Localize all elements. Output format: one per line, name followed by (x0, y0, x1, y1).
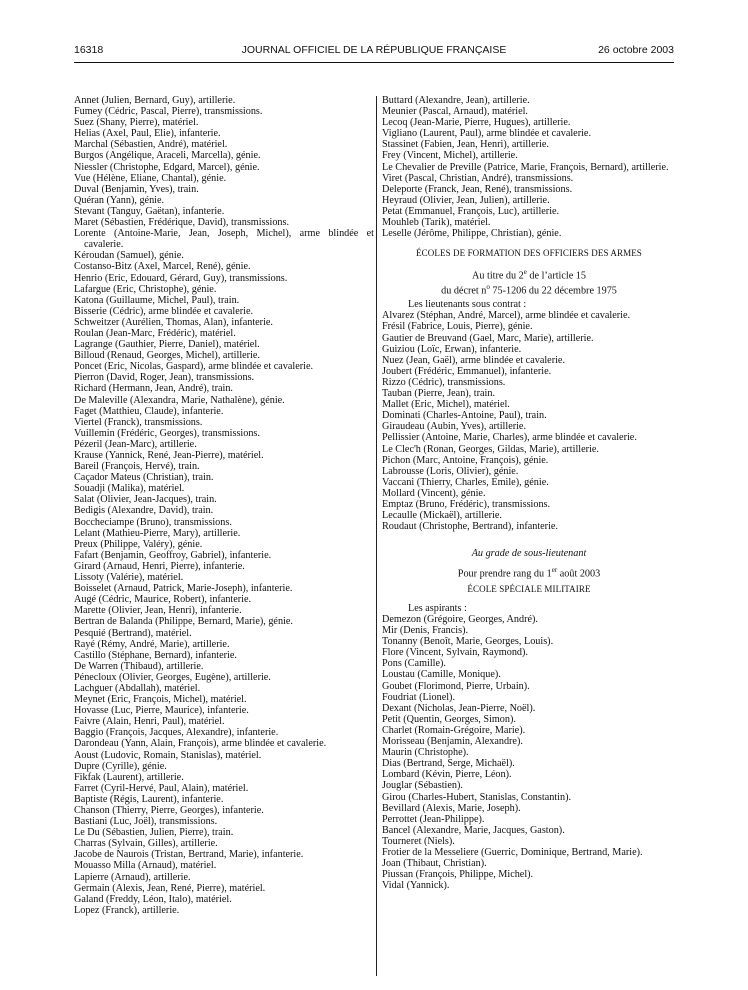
list-entry: Faget (Matthieu, Claude), infanterie. (74, 405, 224, 417)
school-title: ÉCOLE SPÉCIALE MILITAIRE (467, 583, 591, 594)
list-entry: Meynet (Eric, François, Michel), matériel. (74, 694, 247, 706)
list-entry: Rizzo (Cédric), transmissions. (382, 376, 506, 388)
section-title: ÉCOLES DE FORMATION DES OFFICIERS DES ARMES (416, 248, 642, 259)
list-entry: Mallet (Eric, Michel), matériel. (382, 399, 510, 411)
list-entry: Suez (Shany, Pierre), matériel. (74, 117, 199, 129)
list-entry: Leselle (Jérôme, Philippe, Christian), génie. (382, 228, 562, 240)
list-entry: Petat (Emmanuel, François, Luc), artillerie. (382, 205, 560, 217)
list-entry: De Maleville (Alexandra, Marie, Nathalène), génie. (74, 394, 285, 406)
left-column (74, 95, 374, 916)
list-entry: Costanso-Bitz (Axel, Marcel, René), génie. (74, 261, 251, 273)
list-entry: Pierron (David, Roger, Jean), transmissions. (74, 372, 255, 384)
right-column (382, 95, 676, 891)
list-entry: Poncet (Eric, Nicolas, Gaspard), arme blindée et cavalerie. (74, 361, 314, 373)
list-entry: Augé (Cédric, Maurice, Robert), infanterie. (74, 594, 252, 606)
list-entry: Kéroudan (Samuel), génie. (74, 250, 184, 262)
list-entry: Castillo (Stéphane, Bernard), infanterie. (74, 649, 237, 661)
list-entry: Galand (Freddy, Léon, Italo), matériel. (74, 893, 232, 905)
issue-date: 26 octobre 2003 (598, 44, 674, 56)
list-entry: Fafart (Benjamin, Geoffroy, Gabriel), infanterie. (74, 549, 272, 561)
list-entry: Vigliano (Laurent, Paul), arme blindée et cavalerie. (382, 128, 591, 140)
list-entry: Viret (Pascal, Christian, André), transmissions. (382, 172, 574, 184)
list-entry: Baptiste (Régis, Laurent), infanterie. (74, 793, 224, 805)
list-entry: Roudaut (Christophe, Bertrand), infanterie. (382, 521, 558, 533)
list-entry: Le Chevalier de Preville (Patrice, Marie, François, Bernard), artillerie. (382, 161, 669, 173)
list-entry: Lapierre (Arnaud), artillerie. (74, 871, 191, 883)
list-entry: Loustau (Camille, Monique). (382, 669, 501, 681)
list-entry: Charras (Sylvain, Gilles), artillerie. (74, 838, 218, 850)
list-entry: Niessler (Christophe, Edgard, Marcel), génie. (74, 161, 260, 173)
list-entry: Burgos (Angélique, Araceli, Marcella), génie. (74, 150, 261, 162)
list-entry: Krause (Yannick, René, Jean-Pierre), matériel. (74, 450, 264, 461)
list-entry: Joubert (Frédéric, Emmanuel), infanterie. (382, 365, 552, 377)
list-entry: Hovasse (Luc, Pierre, Maurice), infanterie. (74, 705, 249, 717)
list-entry: Emptaz (Bruno, Frédéric), transmissions. (382, 498, 551, 510)
list-entry: Boccheciampe (Bruno), transmissions. (74, 516, 232, 528)
list-entry: Buttard (Alexandre, Jean), artillerie. (382, 95, 530, 106)
list-entry: Bastiani (Luc, Joël), transmissions. (74, 816, 218, 828)
list-entry: Vue (Hélène, Eliane, Chantal), génie. (74, 172, 227, 184)
list-entry: Pézeril (Jean-Marc), artillerie. (74, 438, 197, 450)
list-entry: Lissoty (Valérie), matériel. (74, 572, 184, 584)
list-entry: Preux (Philippe, Valéry), génie. (74, 538, 203, 550)
list-entry: Quéran (Yann), génie. (74, 194, 165, 206)
list-entry: Stassinet (Fabien, Jean, Henri), artillerie. (382, 139, 549, 151)
list-entry: Lachguer (Abdallah), matériel. (74, 682, 201, 694)
header-rule (74, 62, 674, 63)
list-entry: Joan (Thibaut, Christian). (382, 858, 487, 870)
journal-title: JOURNAL OFFICIEL DE LA RÉPUBLIQUE FRANÇAISE (241, 44, 507, 56)
list-entry: Pons (Camille). (382, 658, 446, 670)
list-entry: Mouasso Milla (Arnaud), matériel. (74, 860, 217, 872)
list-entry: Gautier de Breuvand (Gael, Marc, Marie), artillerie. (382, 332, 594, 344)
list-entry: Lelant (Mathieu-Pierre, Mary), artillerie. (74, 527, 241, 539)
list-entry: Frotier de la Messeliere (Guerric, Dominique, Bertrand, Marie). (382, 846, 643, 858)
list-entry: Souadji (Malika), matériel. (74, 483, 185, 495)
list-entry: Bedigis (Alexandre, David), train. (74, 505, 214, 517)
entries-list-contract (382, 310, 676, 532)
list-entry: Frey (Vincent, Michel), artillerie. (382, 150, 518, 162)
list-entry: Faivre (Alain, Henri, Paul), matériel. (74, 716, 225, 728)
list-entry: Piussan (François, Philippe, Michel). (382, 869, 534, 881)
list-entry: Lombard (Kévin, Pierre, Léon). (382, 769, 512, 781)
page-number: 16318 (74, 44, 104, 56)
list-entry: Baggio (François, Jacques, Alexandre), infanterie. (74, 727, 279, 739)
list-entry: Alvarez (Stéphan, André, Marcel), arme blindée et cavalerie. (382, 310, 631, 322)
list-entry: Maurin (Christophe). (382, 747, 469, 759)
list-entry: Lafargue (Eric, Christophe), génie. (74, 283, 217, 295)
list-entry: Mir (Denis, Francis). (382, 625, 469, 637)
list-entry: Dias (Bertrand, Serge, Michaël). (382, 758, 515, 770)
list-entry: Perrottet (Jean-Philippe). (382, 813, 485, 825)
page-header (74, 44, 674, 60)
list-entry: Katona (Guillaume, Michel, Paul), train. (74, 294, 240, 306)
list-entry: Schweitzer (Aurélien, Thomas, Alan), infanterie. (74, 316, 273, 328)
list-entry: Girou (Charles-Hubert, Stanislas, Constantin). (382, 791, 572, 803)
list-entry: Nuez (Jean, Gaël), arme blindée et cavalerie. (382, 354, 565, 366)
contract-label: Les lieutenants sous contrat : (408, 299, 527, 311)
list-entry: Dupre (Cyrille), génie. (74, 760, 167, 772)
list-entry: Stevant (Tanguy, Gaëtan), infanterie. (74, 205, 225, 217)
list-entry: Tourneret (Niels). (382, 835, 455, 847)
list-entry: Petit (Quentin, Georges, Simon). (382, 713, 516, 725)
list-entry: Bertran de Balanda (Philippe, Bernard, Marie), génie. (74, 616, 293, 628)
list-entry: Vuillemin (Frédéric, Georges), transmissions. (74, 427, 260, 439)
list-entry: Fumey (Cédric, Pascal, Pierre), transmissions. (74, 106, 263, 118)
list-entry: Lagrange (Gauthier, Pierre, Daniel), matériel. (74, 339, 260, 351)
list-entry: Tauban (Pierre, Jean), train. (382, 388, 495, 400)
list-entry: Vidal (Yannick). (382, 880, 450, 892)
list-entry: Jacobe de Naurois (Tristan, Bertrand, Marie), infanterie. (74, 849, 304, 861)
list-entry: Boisselet (Arnaud, Patrick, Marie-Joseph), infanterie. (74, 583, 293, 595)
list-entry: Henrio (Eric, Edouard, Gérard, Guy), transmissions. (74, 272, 288, 284)
list-entry: Jouglar (Sébastien). (382, 780, 463, 792)
list-entry: Charlet (Romain-Grégoire, Marie). (382, 724, 526, 736)
list-entry: Lorente (Antoine-Marie, Jean, Joseph, Michel), arme blindée et cavalerie. (74, 228, 374, 251)
entries-list-aspirants (382, 614, 676, 891)
list-entry: Rayé (Rémy, André, Marie), artillerie. (74, 638, 230, 650)
list-entry: Frésil (Fabrice, Louis, Pierre), génie. (382, 321, 533, 333)
article-line-1: Au titre du 2e de l’article 15 (471, 268, 586, 282)
list-entry: Salat (Olivier, Jean-Jacques), train. (74, 494, 217, 506)
list-entry: Flore (Vincent, Sylvain, Raymond). (382, 647, 528, 659)
list-entry: Lopez (Franck), artillerie. (74, 904, 180, 916)
list-entry: Caçador Mateus (Christian), train. (74, 472, 214, 484)
list-entry: Darondeau (Yann, Alain, François), arme blindée et cavalerie. (74, 738, 327, 750)
list-entry: Dominati (Charles-Antoine, Paul), train. (382, 410, 547, 422)
list-entry: Mouhleb (Tarik), matériel. (382, 217, 491, 229)
list-entry: Le Du (Sébastien, Julien, Pierre), train. (74, 827, 234, 839)
list-entry: Demezon (Grégoire, Georges, André). (382, 614, 538, 626)
list-entry: Vaccani (Thierry, Charles, Emile), génie. (382, 476, 549, 488)
grade-title: Au grade de sous-lieutenant (471, 548, 587, 560)
list-entry: Viertel (Franck), transmissions. (74, 416, 203, 428)
list-entry: Lecaulle (Mickaël), artillerie. (382, 510, 502, 522)
list-entry: Lecoq (Jean-Marie, Pierre, Hugues), artillerie. (382, 117, 571, 129)
list-entry: Farret (Cyril-Hervé, Paul, Alain), matériel. (74, 782, 249, 794)
list-entry: Tonanny (Benoît, Marie, Georges, Louis). (382, 636, 554, 648)
list-entry: Morisseau (Benjamin, Alexandre). (382, 736, 523, 748)
entries-list-top (382, 95, 676, 239)
list-entry: Foudriat (Lionel). (382, 691, 455, 703)
list-entry: Fikfak (Laurent), artillerie. (74, 771, 184, 783)
list-entry: Goubet (Florimond, Pierre, Urbain). (382, 680, 530, 692)
aspirants-label: Les aspirants : (408, 602, 467, 614)
column-divider (376, 96, 377, 976)
list-entry: Labrousse (Loris, Olivier), génie. (382, 465, 519, 477)
list-entry: Pichon (Marc, Antoine, François), génie. (382, 454, 549, 466)
list-entry: Roulan (Jean-Marc, Frédéric), matériel. (74, 327, 236, 339)
list-entry: Pellissier (Antoine, Marie, Charles), arme blindée et cavalerie. (382, 432, 637, 444)
list-entry: Le Clec'h (Ronan, Georges, Gildas, Marie), artillerie. (382, 443, 599, 455)
list-entry: Mollard (Vincent), génie. (382, 487, 486, 499)
list-entry: Heyraud (Olivier, Jean, Julien), artillerie. (382, 194, 550, 206)
list-entry: Guiziou (Loïc, Erwan), infanterie. (382, 343, 522, 355)
list-entry: Aoust (Ludovic, Romain, Stanislas), matériel. (74, 749, 262, 761)
list-entry: Bareil (François, Hervé), train. (74, 461, 200, 473)
list-entry: Bevillard (Alexis, Marie, Joseph). (382, 802, 521, 814)
list-entry: Helias (Axel, Paul, Elie), infanterie. (74, 128, 221, 140)
list-entry: Duval (Benjamin, Yves), train. (74, 183, 199, 195)
list-entry: Pesquié (Bertrand), matériel. (74, 627, 192, 639)
article-line-2: du décret $n^o$ 75-1206 du 22 décembre 1975 (441, 282, 617, 297)
list-entry: Pénecloux (Olivier, Georges, Eugène), artillerie. (74, 671, 271, 683)
list-entry: Bisserie (Cédric), arme blindée et cavalerie. (74, 305, 254, 317)
list-entry: Marchal (Sébastien, André), matériel. (74, 139, 228, 151)
list-entry: Deleporte (Franck, Jean, René), transmissions. (382, 183, 573, 195)
list-entry: Annet (Julien, Bernard, Guy), artillerie. (74, 95, 236, 106)
list-entry: Dexant (Nicholas, Jean-Pierre, Noël). (382, 702, 536, 714)
list-entry: Giraudeau (Aubin, Yves), artillerie. (382, 421, 527, 433)
list-entry: Germain (Alexis, Jean, René, Pierre), matériel. (74, 882, 266, 894)
list-entry: Richard (Hermann, Jean, André), train. (74, 383, 233, 395)
list-entry: Bancel (Alexandre, Marie, Jacques, Gaston). (382, 824, 565, 836)
list-entry: Chanson (Thierry, Pierre, Georges), infanterie. (74, 805, 264, 816)
list-entry: Meunier (Pascal, Arnaud), matériel. (382, 106, 528, 118)
list-entry: Marette (Olivier, Jean, Henri), infanterie. (74, 605, 242, 617)
list-entry: Billoud (Renaud, Georges, Michel), artillerie. (74, 350, 260, 362)
list-entry: Girard (Arnaud, Henri, Pierre), infanterie. (74, 560, 245, 572)
list-entry: Maret (Sébastien, Frédérique, David), transmissions. (74, 217, 290, 229)
rank-line: Pour prendre rang du 1er août 2003 (457, 566, 601, 580)
list-entry: De Warren (Thibaud), artillerie. (74, 660, 204, 672)
